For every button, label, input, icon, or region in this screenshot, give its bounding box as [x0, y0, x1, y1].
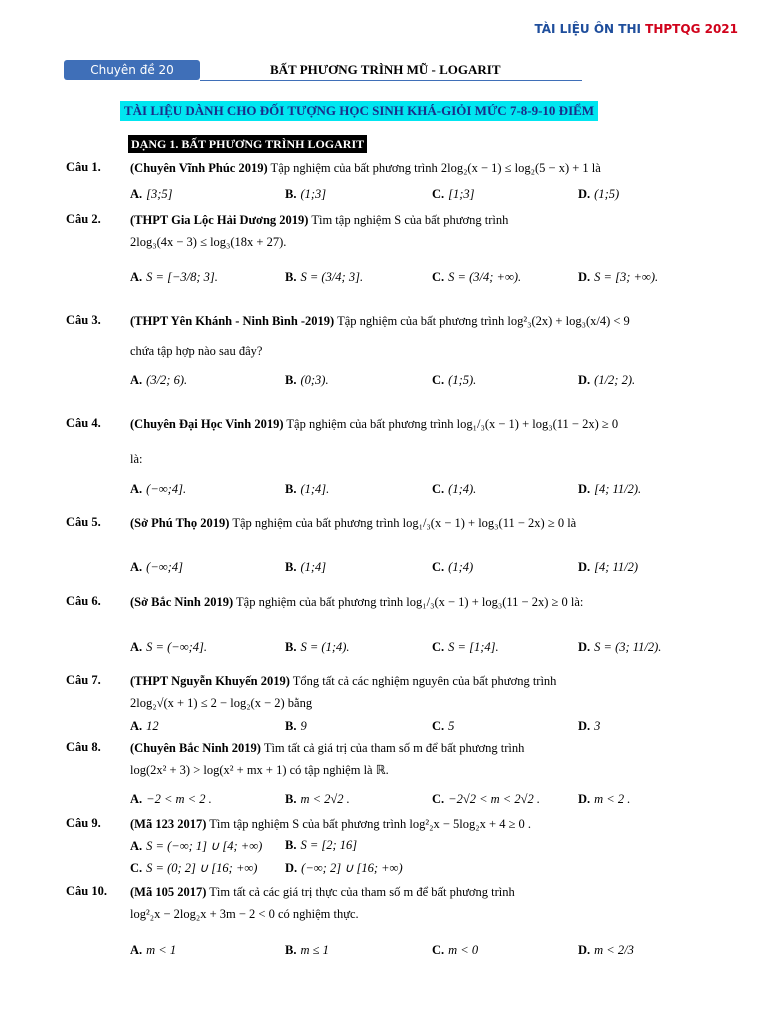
- answer-option[interactable]: [432, 187, 475, 202]
- option-value: (1;4).: [448, 482, 477, 496]
- option-letter: B.: [285, 187, 297, 201]
- question-statement: Tìm tất cả các giá trị thực của tham số m để bất phương trình: [206, 885, 515, 899]
- option-value: S = (3/4; 3].: [300, 270, 364, 284]
- question-continuation: 2log₂√(x + 1) ≤ 2 − log₂(x − 2) bằng: [130, 696, 313, 710]
- option-letter: C.: [432, 943, 445, 957]
- question-statement: Tổng tất cả các nghiệm nguyên của bất phương trình: [289, 674, 557, 688]
- option-letter: B.: [285, 270, 297, 284]
- option-value: S = [1;4].: [448, 640, 499, 654]
- option-value: [4; 11/2).: [594, 482, 642, 496]
- answer-option[interactable]: [130, 860, 257, 876]
- question-number: Câu 8.: [66, 740, 101, 754]
- option-letter: A.: [130, 640, 143, 654]
- question-text: [130, 212, 508, 228]
- option-letter: D.: [578, 187, 591, 201]
- question-number: Câu 7.: [66, 673, 101, 687]
- answer-option[interactable]: [130, 560, 183, 575]
- question-number: Câu 6.: [66, 594, 101, 608]
- option-letter: A.: [130, 373, 143, 387]
- topic-underline: [200, 80, 582, 81]
- option-value: 5: [448, 719, 455, 733]
- question-number: Câu 1.: [66, 160, 101, 174]
- option-letter: A.: [130, 792, 143, 806]
- option-value: S = (−∞; 1] ∪ [4; +∞): [146, 839, 263, 853]
- question-source: (THPT Yên Khánh - Ninh Bình -2019): [130, 314, 335, 328]
- option-letter: C.: [432, 792, 445, 806]
- answer-option[interactable]: [578, 943, 634, 958]
- option-value: (−∞; 2] ∪ [16; +∞): [301, 861, 403, 875]
- answer-option[interactable]: [578, 187, 619, 202]
- answer-option[interactable]: [285, 943, 329, 958]
- option-value: S = (1;4).: [300, 640, 350, 654]
- option-value: S = [3; +∞).: [594, 270, 659, 284]
- question-number: Câu 5.: [66, 515, 101, 529]
- answer-option[interactable]: [285, 860, 403, 876]
- option-letter: D.: [578, 640, 591, 654]
- option-value: m < 2√2 .: [300, 792, 350, 806]
- question-source: (THPT Nguyễn Khuyến 2019): [130, 674, 290, 688]
- answer-option[interactable]: [130, 373, 187, 388]
- question-continuation: chứa tập hợp nào sau đây?: [130, 344, 263, 358]
- option-value: 9: [300, 719, 307, 733]
- option-value: (1;5): [594, 187, 620, 201]
- option-letter: D.: [578, 792, 591, 806]
- answer-option[interactable]: [578, 792, 630, 807]
- answer-option[interactable]: [432, 792, 540, 807]
- header-brand: [534, 22, 738, 36]
- question-continuation: log(2x² + 3) > log(x² + mx + 1) có tập nghiệm là ℝ.: [130, 763, 389, 777]
- option-value: m < 2 .: [594, 792, 631, 806]
- option-value: (−∞;4]: [146, 560, 183, 574]
- option-value: m < 2/3: [594, 943, 634, 957]
- answer-option[interactable]: [285, 187, 326, 202]
- question-text: [130, 884, 515, 900]
- answer-option[interactable]: [285, 640, 350, 655]
- option-value: −2√2 < m < 2√2 .: [448, 792, 540, 806]
- answer-option[interactable]: [285, 560, 326, 575]
- option-letter: C.: [432, 187, 445, 201]
- option-letter: A.: [130, 482, 143, 496]
- question-text: [130, 313, 630, 329]
- answer-option[interactable]: [578, 640, 661, 655]
- option-letter: D.: [578, 943, 591, 957]
- question-continuation: 2log₃(4x − 3) ≤ log₃(18x + 27).: [130, 235, 287, 249]
- question-statement: Tập nghiệm của bất phương trình log₁/₃(x − 1) + log₃(11 − 2x) ≥ 0 là:: [233, 595, 584, 609]
- question-number: Câu 2.: [66, 212, 101, 226]
- answer-option[interactable]: [285, 792, 350, 807]
- option-letter: B.: [285, 373, 297, 387]
- topic-tab: Chuyên đề 20: [64, 60, 200, 80]
- topic-title: BẤT PHƯƠNG TRÌNH MŨ - LOGARIT: [270, 62, 501, 77]
- option-letter: A.: [130, 560, 143, 574]
- answer-option[interactable]: [285, 373, 329, 388]
- answer-option[interactable]: [285, 838, 357, 853]
- answer-option[interactable]: [578, 482, 641, 497]
- question-text: [130, 816, 531, 832]
- option-letter: D.: [578, 270, 591, 284]
- option-value: (1;3]: [300, 187, 327, 201]
- option-value: S = (0; 2] ∪ [16; +∞): [146, 861, 258, 875]
- question-statement: Tìm tập nghiệm S của bất phương trình: [308, 213, 509, 227]
- option-letter: C.: [432, 270, 445, 284]
- question-text: [130, 515, 576, 531]
- question-text: [130, 673, 556, 689]
- option-letter: C.: [432, 560, 445, 574]
- option-letter: B.: [285, 482, 297, 496]
- question-statement: Tập nghiệm của bất phương trình 2log₂(x − 1) ≤ log₂(5 − x) + 1 là: [267, 161, 601, 175]
- option-value: m < 0: [448, 943, 479, 957]
- option-letter: C.: [432, 640, 445, 654]
- option-letter: B.: [285, 719, 297, 733]
- option-value: [4; 11/2): [594, 560, 639, 574]
- answer-option[interactable]: [432, 482, 476, 497]
- option-value: S = [−3/8; 3].: [146, 270, 218, 284]
- option-letter: B.: [285, 838, 297, 852]
- answer-option[interactable]: [130, 838, 262, 854]
- question-number: Câu 9.: [66, 816, 101, 830]
- question-statement: Tập nghiệm của bất phương trình log₁/₃(x − 1) + log₃(11 − 2x) ≥ 0 là: [229, 516, 577, 530]
- option-letter: A.: [130, 943, 143, 957]
- question-number: Câu 4.: [66, 416, 101, 430]
- answer-option[interactable]: [130, 187, 173, 202]
- option-letter: A.: [130, 839, 143, 853]
- answer-option[interactable]: [578, 270, 658, 285]
- question-statement: Tập nghiệm của bất phương trình log₁/₃(x − 1) + log₃(11 − 2x) ≥ 0: [283, 417, 619, 431]
- option-value: (3/2; 6).: [146, 373, 188, 387]
- option-value: (1;5).: [448, 373, 477, 387]
- answer-option[interactable]: [130, 719, 159, 734]
- level-banner: TÀI LIỆU DÀNH CHO ĐỐI TƯỢNG HỌC SINH KHÁ-GIỎI MỨC 7-8-9-10 ĐIỂM: [120, 101, 598, 121]
- option-letter: A.: [130, 187, 143, 201]
- option-value: (1/2; 2).: [594, 373, 636, 387]
- option-letter: D.: [578, 560, 591, 574]
- answer-option[interactable]: [130, 943, 176, 958]
- option-value: m ≤ 1: [300, 943, 329, 957]
- brand-prefix: TÀI LIỆU ÔN THI: [534, 22, 641, 36]
- option-value: (0;3).: [300, 373, 329, 387]
- question-statement: Tìm tất cả giá trị của tham số m để bất phương trình: [260, 741, 525, 755]
- option-letter: B.: [285, 943, 297, 957]
- option-letter: C.: [432, 719, 445, 733]
- option-value: [1;3]: [448, 187, 475, 201]
- option-letter: B.: [285, 560, 297, 574]
- question-text: [130, 160, 601, 176]
- question-source: (Chuyên Bắc Ninh 2019): [130, 741, 261, 755]
- option-value: (1;4].: [300, 482, 330, 496]
- question-source: (Mã 105 2017): [130, 885, 207, 899]
- question-text: [130, 594, 583, 610]
- option-letter: B.: [285, 640, 297, 654]
- option-letter: D.: [285, 861, 298, 875]
- question-continuation: là:: [130, 452, 143, 466]
- answer-option[interactable]: [432, 719, 454, 734]
- answer-option[interactable]: [285, 270, 363, 285]
- option-letter: C.: [432, 482, 445, 496]
- brand-suffix: THPTQG 2021: [645, 22, 738, 36]
- question-statement: Tìm tập nghiệm S của bất phương trình log²₂x − 5log₂x + 4 ≥ 0 .: [206, 817, 532, 831]
- answer-option[interactable]: [130, 270, 218, 285]
- option-value: m < 1: [146, 943, 177, 957]
- option-letter: C.: [432, 373, 445, 387]
- answer-option[interactable]: [432, 270, 521, 285]
- answer-option[interactable]: [432, 560, 473, 575]
- question-source: (Sở Bắc Ninh 2019): [130, 595, 234, 609]
- option-value: [3;5]: [146, 187, 173, 201]
- question-source: (THPT Gia Lộc Hải Dương 2019): [130, 213, 309, 227]
- section-heading: DẠNG 1. BẤT PHƯƠNG TRÌNH LOGARIT: [128, 135, 367, 153]
- option-letter: A.: [130, 719, 143, 733]
- answer-option[interactable]: [130, 640, 207, 655]
- question-text: [130, 740, 524, 756]
- option-value: (−∞;4].: [146, 482, 187, 496]
- question-source: (Sở Phú Thọ 2019): [130, 516, 230, 530]
- answer-option[interactable]: [285, 719, 307, 734]
- question-source: (Chuyên Vĩnh Phúc 2019): [130, 161, 268, 175]
- option-value: 12: [146, 719, 159, 733]
- question-statement: Tập nghiệm của bất phương trình log²₃(2x) + log₃(x/4) < 9: [334, 314, 630, 328]
- answer-option[interactable]: [578, 719, 600, 734]
- option-value: S = (−∞;4].: [146, 640, 208, 654]
- question-source: (Mã 123 2017): [130, 817, 207, 831]
- option-letter: D.: [578, 719, 591, 733]
- option-value: S = [2; 16]: [300, 838, 358, 852]
- option-letter: A.: [130, 270, 143, 284]
- answer-option[interactable]: [432, 943, 478, 958]
- option-value: S = (3/4; +∞).: [448, 270, 522, 284]
- option-value: (1;4]: [300, 560, 327, 574]
- option-value: (1;4): [448, 560, 474, 574]
- question-number: Câu 3.: [66, 313, 101, 327]
- option-letter: B.: [285, 792, 297, 806]
- answer-option[interactable]: [432, 373, 476, 388]
- question-number: Câu 10.: [66, 884, 107, 898]
- answer-option[interactable]: [432, 640, 499, 655]
- answer-option[interactable]: [130, 482, 186, 497]
- option-value: 3: [594, 719, 601, 733]
- option-value: −2 < m < 2 .: [146, 792, 212, 806]
- question-source: (Chuyên Đại Học Vinh 2019): [130, 417, 284, 431]
- option-letter: C.: [130, 861, 143, 875]
- option-value: S = (3; 11/2).: [594, 640, 662, 654]
- answer-option[interactable]: [130, 792, 212, 807]
- answer-option[interactable]: [578, 560, 638, 575]
- question-text: [130, 416, 618, 432]
- option-letter: D.: [578, 373, 591, 387]
- option-letter: D.: [578, 482, 591, 496]
- answer-option[interactable]: [285, 482, 329, 497]
- answer-option[interactable]: [578, 373, 635, 388]
- question-continuation: log²₂x − 2log₂x + 3m − 2 < 0 có nghiệm thực.: [130, 907, 359, 921]
